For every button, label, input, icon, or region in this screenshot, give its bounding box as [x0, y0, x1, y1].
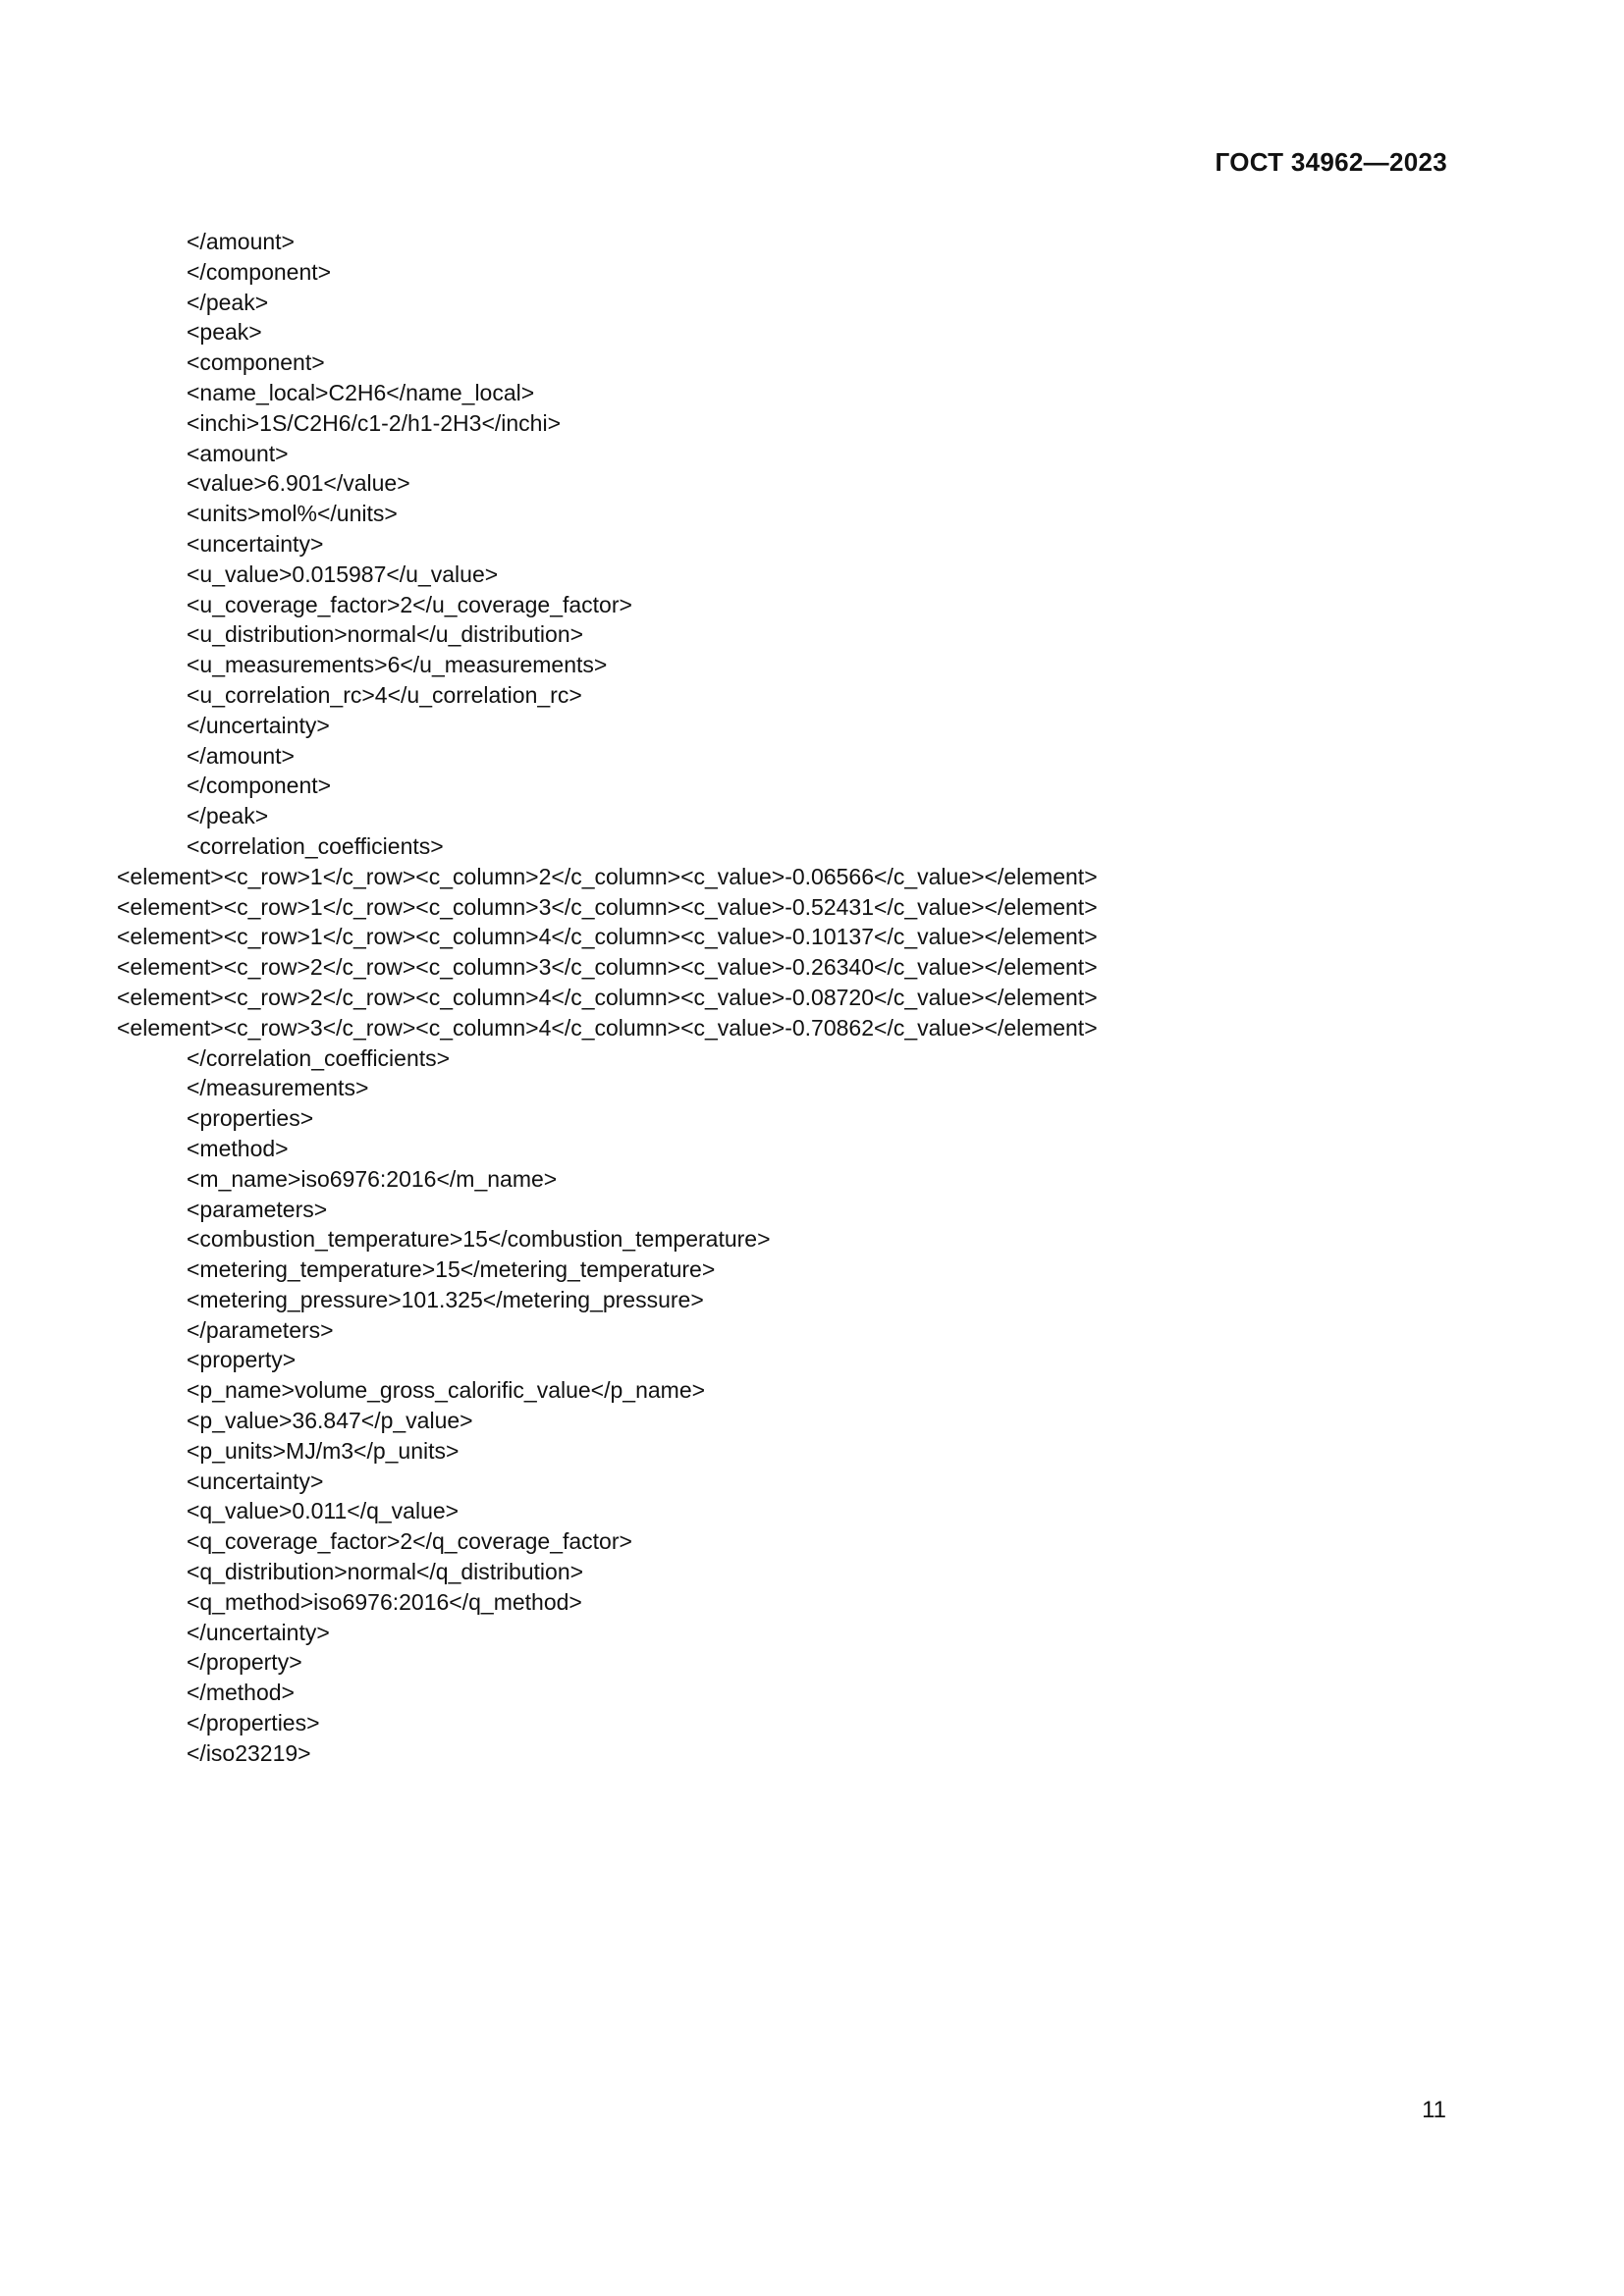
xml-code-line: <uncertainty>	[187, 1468, 324, 1494]
page-number: 11	[1422, 2097, 1446, 2123]
xml-code-line: </method>	[187, 1680, 295, 1706]
xml-code-line: </peak>	[187, 803, 269, 829]
xml-code-line: <inchi>1S/C2H6/c1-2/h1-2H3</inchi>	[187, 409, 562, 436]
xml-code-line: <element><c_row>1</c_row><c_column>3</c_column><c_value>-0.52431</c_value></element>	[117, 893, 1098, 920]
xml-code-line: <p_name>volume_gross_calorific_value</p_name>	[187, 1377, 706, 1404]
xml-code-line: <component>	[187, 349, 325, 376]
xml-code-line: <u_distribution>normal</u_distribution>	[187, 621, 584, 648]
xml-code-line: </correlation_coefficients>	[187, 1044, 451, 1071]
xml-code-line: <property>	[187, 1347, 297, 1373]
document-code-header: ГОСТ 34962—2023	[1215, 147, 1447, 177]
xml-code-line: </amount>	[187, 229, 295, 254]
xml-code-line: <uncertainty>	[187, 530, 324, 557]
xml-code-line: <method>	[187, 1135, 289, 1161]
xml-code-line: <q_distribution>normal</q_distribution>	[187, 1559, 584, 1585]
xml-code-line: </component>	[187, 773, 332, 799]
xml-code-line: <units>mol%</units>	[187, 501, 398, 527]
xml-code-line: <p_units>MJ/m3</p_units>	[187, 1437, 460, 1464]
xml-code-line: <element><c_row>1</c_row><c_column>4</c_column><c_value>-0.10137</c_value></element>	[117, 924, 1098, 950]
xml-code-line: </properties>	[187, 1710, 320, 1736]
xml-code-line: <q_value>0.011</q_value>	[187, 1498, 460, 1524]
xml-code-line: <u_value>0.015987</u_value>	[187, 561, 499, 587]
xml-code-line: </peak>	[187, 289, 269, 315]
xml-code-line: </amount>	[187, 742, 295, 769]
xml-code-line: <element><c_row>3</c_row><c_column>4</c_column><c_value>-0.70862</c_value></element>	[117, 1014, 1098, 1041]
xml-code-line: </property>	[187, 1649, 302, 1676]
xml-code-line: </uncertainty>	[187, 1619, 330, 1645]
xml-code-line: <element><c_row>2</c_row><c_column>4</c_column><c_value>-0.08720</c_value></element>	[117, 984, 1098, 1010]
xml-code-line: </parameters>	[187, 1316, 334, 1343]
xml-code-line: <element><c_row>1</c_row><c_column>2</c_column><c_value>-0.06566</c_value></element>	[117, 863, 1098, 889]
xml-code-line: <q_method>iso6976:2016</q_method>	[187, 1588, 582, 1615]
xml-code-line: <amount>	[187, 440, 289, 466]
xml-code-line: <correlation_coefficients>	[187, 832, 444, 859]
xml-code-line: <m_name>iso6976:2016</m_name>	[187, 1165, 558, 1192]
xml-code-line: </measurements>	[187, 1075, 369, 1101]
xml-code-line: <p_value>36.847</p_value>	[187, 1408, 473, 1434]
xml-code-line: <parameters>	[187, 1196, 328, 1222]
xml-code-line: <metering_temperature>15</metering_temperature>	[187, 1256, 716, 1283]
xml-code-line: <u_measurements>6</u_measurements>	[187, 652, 608, 678]
xml-code-line: </uncertainty>	[187, 712, 330, 738]
xml-code-line: <metering_pressure>101.325</metering_pressure>	[187, 1286, 704, 1312]
xml-code-line: <u_coverage_factor>2</u_coverage_factor>	[187, 591, 632, 617]
xml-code-line: <peak>	[187, 319, 262, 346]
xml-code-line: </component>	[187, 258, 332, 285]
xml-code-line: <q_coverage_factor>2</q_coverage_factor>	[187, 1528, 632, 1555]
xml-code-listing	[0, 227, 1624, 1769]
xml-code-line: <properties>	[187, 1105, 314, 1132]
xml-code-line: <element><c_row>2</c_row><c_column>3</c_column><c_value>-0.26340</c_value></element>	[117, 954, 1098, 981]
xml-code-line: <combustion_temperature>15</combustion_temperature>	[187, 1226, 771, 1253]
xml-code-line: <value>6.901</value>	[187, 470, 410, 497]
xml-code-line: <u_correlation_rc>4</u_correlation_rc>	[187, 681, 582, 708]
xml-code-line: <name_local>C2H6</name_local>	[187, 379, 535, 405]
xml-code-line: </iso23219>	[187, 1739, 311, 1766]
